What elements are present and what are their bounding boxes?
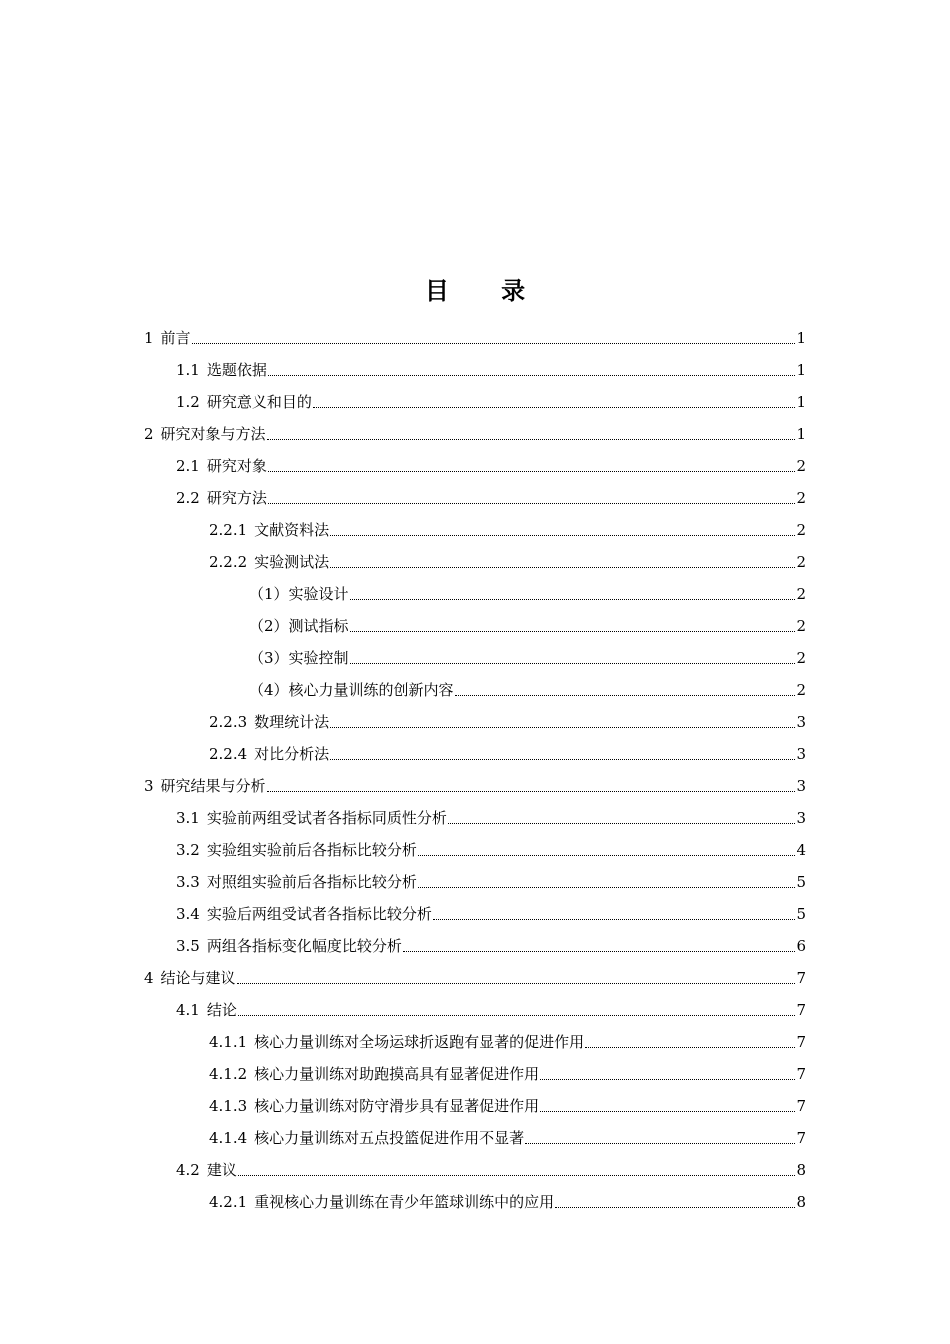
toc-entry-page-number: 5 (796, 873, 806, 891)
toc-entry-number: 4.1.3 (209, 1097, 248, 1115)
toc-entry-number: 2.1 (176, 457, 200, 475)
toc-entry[interactable] (176, 924, 806, 956)
toc-dot-leader (418, 887, 796, 888)
toc-dot-leader (330, 727, 795, 728)
toc-entry-page-number: 3 (796, 713, 806, 731)
toc-entry[interactable] (144, 412, 806, 444)
toc-entry[interactable] (176, 380, 806, 412)
toc-entry-title: 文献资料法 (254, 521, 330, 539)
toc-entry-page-number: 5 (796, 905, 806, 923)
toc-entry[interactable] (176, 828, 806, 860)
toc-entry-page-number: 2 (796, 521, 806, 539)
toc-entry-number: 4.2 (176, 1161, 200, 1179)
toc-entry-page-number: 1 (796, 329, 806, 347)
toc-entry[interactable] (249, 572, 806, 604)
toc-entry-title: 结论 (206, 1001, 237, 1019)
toc-entry-number: 2.2.3 (209, 713, 248, 731)
toc-dot-leader (525, 1143, 795, 1144)
toc-entry[interactable] (176, 444, 806, 476)
toc-entry-page-number: 8 (796, 1193, 806, 1211)
toc-dot-leader (540, 1079, 795, 1080)
toc-entry-number: 4.1.4 (209, 1129, 248, 1147)
toc-entry-page-number: 7 (796, 1097, 806, 1115)
toc-entry-number: 2.2.2 (209, 553, 248, 571)
toc-entry-number: 2.2.1 (209, 521, 248, 539)
toc-dot-leader (433, 919, 796, 920)
toc-entry-title: 研究对象 (206, 457, 267, 475)
toc-entry-title: （1）实验设计 (249, 585, 349, 603)
toc-entry-title: 数理统计法 (254, 713, 330, 731)
toc-dot-leader (350, 663, 796, 664)
toc-title: 目 录 (424, 277, 548, 305)
toc-entry-title: 核心力量训练对五点投篮促进作用不显著 (254, 1129, 525, 1147)
toc-entry-page-number: 6 (796, 937, 806, 955)
toc-entry-title: 重视核心力量训练在青少年篮球训练中的应用 (254, 1193, 555, 1211)
toc-entry-page-number: 2 (796, 585, 806, 603)
toc-entry[interactable] (209, 1020, 806, 1052)
toc-dot-leader (455, 695, 796, 696)
toc-entry[interactable] (176, 892, 806, 924)
toc-entry[interactable] (144, 764, 806, 796)
toc-entry[interactable] (209, 1116, 806, 1148)
toc-entry-title: 实验后两组受试者各指标比较分析 (206, 905, 432, 923)
toc-entry-title: 核心力量训练对助跑摸高具有显著促进作用 (254, 1065, 540, 1083)
toc-entry[interactable] (209, 1052, 806, 1084)
toc-entry-title: （4）核心力量训练的创新内容 (249, 681, 454, 699)
toc-entry-title: 实验测试法 (254, 553, 330, 571)
toc-dot-leader (267, 791, 796, 792)
toc-entry[interactable] (176, 796, 806, 828)
toc-entry-title: 研究对象与方法 (160, 425, 266, 443)
toc-dot-leader (238, 1175, 796, 1176)
toc-entry-number: 1 (144, 329, 154, 347)
toc-entry-number: 2.2.4 (209, 745, 248, 763)
toc-entry[interactable] (209, 540, 806, 572)
toc-entry-number: 2.2 (176, 489, 200, 507)
toc-entry-page-number: 2 (796, 617, 806, 635)
toc-entry-page-number: 7 (796, 1001, 806, 1019)
toc-entry-title: 建议 (206, 1161, 237, 1179)
toc-entry-page-number: 2 (796, 649, 806, 667)
toc-entry-page-number: 7 (796, 969, 806, 987)
toc-entry-title: 核心力量训练对全场运球折返跑有显著的促进作用 (254, 1033, 585, 1051)
toc-entry-title: 对照组实验前后各指标比较分析 (206, 873, 417, 891)
toc-dot-leader (268, 503, 796, 504)
toc-entry-title: 选题依据 (206, 361, 267, 379)
toc-entry-number: 3.4 (176, 905, 200, 923)
toc-entry-number: 1.2 (176, 393, 200, 411)
toc-entry-title: 研究结果与分析 (160, 777, 266, 795)
toc-dot-leader (268, 375, 796, 376)
toc-entry[interactable] (176, 988, 806, 1020)
toc-entry-page-number: 3 (796, 777, 806, 795)
toc-entry-page-number: 3 (796, 809, 806, 827)
toc-dot-leader (540, 1111, 795, 1112)
toc-entry[interactable] (209, 732, 806, 764)
toc-entry-page-number: 8 (796, 1161, 806, 1179)
toc-dot-leader (403, 951, 796, 952)
toc-entry-number: 4.2.1 (209, 1193, 248, 1211)
toc-entry-page-number: 2 (796, 681, 806, 699)
toc-dot-leader (418, 855, 796, 856)
toc-dot-leader (350, 631, 796, 632)
toc-entry[interactable] (176, 860, 806, 892)
toc-dot-leader (555, 1207, 795, 1208)
toc-entry-number: 2 (144, 425, 154, 443)
toc-entry-page-number: 4 (796, 841, 806, 859)
toc-entry[interactable] (209, 508, 806, 540)
toc-entry-title: 实验组实验前后各指标比较分析 (206, 841, 417, 859)
toc-entry[interactable] (249, 604, 806, 636)
toc-entry-title: 结论与建议 (160, 969, 236, 987)
toc-entry-number: 4.1 (176, 1001, 200, 1019)
toc-dot-leader (238, 1015, 796, 1016)
toc-dot-leader (192, 343, 796, 344)
toc-entry-page-number: 7 (796, 1065, 806, 1083)
toc-entry[interactable] (144, 956, 806, 988)
toc-entry[interactable] (209, 1180, 806, 1212)
toc-entry-title: 实验前两组受试者各指标同质性分析 (206, 809, 447, 827)
toc-entry[interactable] (209, 1084, 806, 1116)
toc-entry-title: 两组各指标变化幅度比较分析 (206, 937, 402, 955)
toc-entry-page-number: 1 (796, 361, 806, 379)
toc-entry-page-number: 1 (796, 393, 806, 411)
toc-dot-leader (237, 983, 796, 984)
toc-dot-leader (330, 535, 795, 536)
toc-dot-leader (268, 471, 796, 472)
toc-entry-title: 研究意义和目的 (206, 393, 312, 411)
toc-entry[interactable] (249, 668, 806, 700)
toc-entry[interactable] (144, 316, 806, 348)
toc-entry-number: 3.1 (176, 809, 200, 827)
toc-dot-leader (267, 439, 796, 440)
toc-entry-title: （3）实验控制 (249, 649, 349, 667)
toc-entry-title: 对比分析法 (254, 745, 330, 763)
toc-dot-leader (585, 1047, 795, 1048)
toc-dot-leader (350, 599, 796, 600)
toc-entry-number: 1.1 (176, 361, 200, 379)
toc-entry-title: 前言 (160, 329, 191, 347)
toc-dot-leader (313, 407, 796, 408)
toc-entry-title: 研究方法 (206, 489, 267, 507)
toc-entry-page-number: 7 (796, 1129, 806, 1147)
toc-entry-title: （2）测试指标 (249, 617, 349, 635)
toc-entry-number: 4 (144, 969, 154, 987)
toc-entry[interactable] (176, 348, 806, 380)
toc-entry-title: 核心力量训练对防守滑步具有显著促进作用 (254, 1097, 540, 1115)
toc-entry[interactable] (176, 1148, 806, 1180)
toc-entry[interactable] (209, 700, 806, 732)
toc-entry-number: 3.5 (176, 937, 200, 955)
toc-entry-page-number: 2 (796, 553, 806, 571)
toc-entry-page-number: 1 (796, 425, 806, 443)
toc-entry-number: 3.3 (176, 873, 200, 891)
toc-entry-number: 4.1.2 (209, 1065, 248, 1083)
toc-entry-number: 3 (144, 777, 154, 795)
toc-entry-number: 4.1.1 (209, 1033, 248, 1051)
toc-entry-page-number: 3 (796, 745, 806, 763)
toc-entry-page-number: 7 (796, 1033, 806, 1051)
toc-entry[interactable] (176, 476, 806, 508)
toc-dot-leader (330, 567, 795, 568)
toc-entry-number: 3.2 (176, 841, 200, 859)
toc-entry[interactable] (249, 636, 806, 668)
toc-entry-page-number: 2 (796, 457, 806, 475)
toc-entry-page-number: 2 (796, 489, 806, 507)
toc-dot-leader (330, 759, 795, 760)
toc-dot-leader (448, 823, 796, 824)
